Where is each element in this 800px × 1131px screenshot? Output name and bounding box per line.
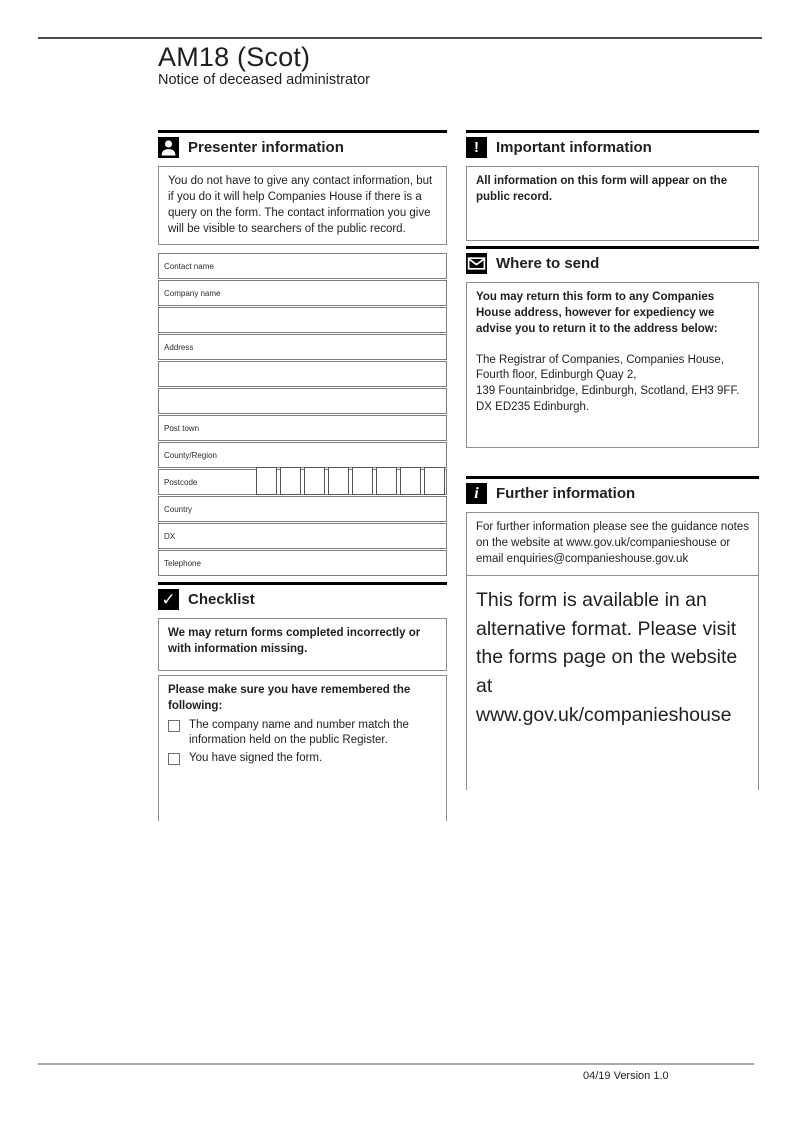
top-rule bbox=[38, 37, 762, 39]
where-to-send-heading: Where to send bbox=[496, 255, 600, 272]
checkbox[interactable] bbox=[168, 720, 180, 732]
version-text: 04/19 Version 1.0 bbox=[583, 1070, 669, 1082]
checklist-item bbox=[168, 751, 437, 766]
country-field[interactable] bbox=[158, 496, 447, 522]
where-to-send-body bbox=[466, 282, 759, 448]
checklist-warning: We may return forms completed incorrectly or with information missing. bbox=[158, 618, 447, 671]
further-info-body: For further information please see the guidance notes on the website at www.gov.uk/companieshouse or email enquiries@companieshouse.gov.uk bbox=[466, 512, 759, 576]
right-column bbox=[466, 130, 759, 790]
return-address bbox=[476, 353, 749, 416]
dx-label: DX bbox=[164, 532, 176, 542]
checklist-reminder: Please make sure you have remembered the following: bbox=[168, 684, 411, 713]
county-region-field[interactable] bbox=[158, 442, 447, 468]
checklist-item-text: You have signed the form. bbox=[189, 752, 323, 765]
alternative-format-notice: This form is available in an alternative format. Please visit the forms page on the website at www.gov.uk/companieshouse bbox=[466, 576, 759, 790]
presenter-section-header bbox=[158, 133, 447, 163]
dx-field[interactable] bbox=[158, 523, 447, 549]
post-town-field[interactable] bbox=[158, 415, 447, 441]
important-body: All information on this form will appear on the public record. bbox=[466, 166, 759, 241]
company-name-label: Company name bbox=[164, 289, 221, 299]
exclamation-icon: ! bbox=[466, 137, 487, 158]
address-label: Address bbox=[164, 343, 194, 353]
postcode-cell[interactable] bbox=[424, 467, 445, 495]
company-name-field-continued[interactable] bbox=[158, 307, 447, 333]
bottom-rule bbox=[38, 1063, 754, 1065]
postcode-label: Postcode bbox=[164, 478, 198, 488]
postcode-cell[interactable] bbox=[256, 467, 277, 495]
where-to-send-advice: You may return this form to any Companies House address, however for expediency we advise you to return it to the address below: bbox=[476, 291, 718, 335]
form-title: Notice of deceased administrator bbox=[158, 72, 370, 88]
postcode-cell[interactable] bbox=[352, 467, 373, 495]
postcode-field[interactable] bbox=[158, 469, 447, 495]
postcode-cell[interactable] bbox=[376, 467, 397, 495]
address-field-line3[interactable] bbox=[158, 388, 447, 414]
important-section-header bbox=[466, 133, 759, 163]
postcode-cell[interactable] bbox=[304, 467, 325, 495]
postcode-cell[interactable] bbox=[400, 467, 421, 495]
contact-name-field[interactable] bbox=[158, 253, 447, 279]
address-field-line2[interactable] bbox=[158, 361, 447, 387]
info-icon: i bbox=[466, 483, 487, 504]
company-name-field[interactable] bbox=[158, 280, 447, 306]
address-line: 139 Fountainbridge, Edinburgh, Scotland, EH3 9FF. bbox=[476, 385, 740, 398]
checkbox[interactable] bbox=[168, 753, 180, 765]
checkmark-icon: ✓ bbox=[158, 589, 179, 610]
presenter-heading: Presenter information bbox=[188, 139, 344, 156]
important-heading: Important information bbox=[496, 139, 652, 156]
checklist-item bbox=[168, 718, 437, 748]
checklist-section-header bbox=[158, 585, 447, 615]
address-line: The Registrar of Companies, Companies House, bbox=[476, 353, 725, 366]
where-to-send-section-header bbox=[466, 249, 759, 279]
postcode-cells bbox=[256, 467, 445, 495]
address-line: DX ED235 Edinburgh. bbox=[476, 401, 590, 414]
telephone-label: Telephone bbox=[164, 559, 201, 569]
further-info-heading: Further information bbox=[496, 485, 636, 502]
address-field[interactable] bbox=[158, 334, 447, 360]
further-info-section-header bbox=[466, 479, 759, 509]
checklist-item-text: The company name and number match the information held on the public Register. bbox=[189, 719, 409, 747]
presenter-intro: You do not have to give any contact information, but if you do it will help Companies House if there is a query on the form. The contact information you give will be visible to searchers of the public record. bbox=[158, 166, 447, 245]
checklist-remember-box bbox=[158, 675, 447, 821]
county-region-label: County/Region bbox=[164, 451, 217, 461]
post-town-label: Post town bbox=[164, 424, 200, 434]
address-line: Fourth floor, Edinburgh Quay 2, bbox=[476, 369, 637, 382]
postcode-cell[interactable] bbox=[328, 467, 349, 495]
checklist-heading: Checklist bbox=[188, 591, 255, 609]
contact-name-label: Contact name bbox=[164, 262, 214, 272]
form-code: AM18 (Scot) bbox=[158, 42, 311, 72]
left-column bbox=[158, 130, 447, 821]
postcode-cell[interactable] bbox=[280, 467, 301, 495]
envelope-icon bbox=[466, 253, 487, 274]
telephone-field[interactable] bbox=[158, 550, 447, 576]
person-icon bbox=[158, 137, 179, 158]
country-label: Country bbox=[164, 505, 193, 515]
